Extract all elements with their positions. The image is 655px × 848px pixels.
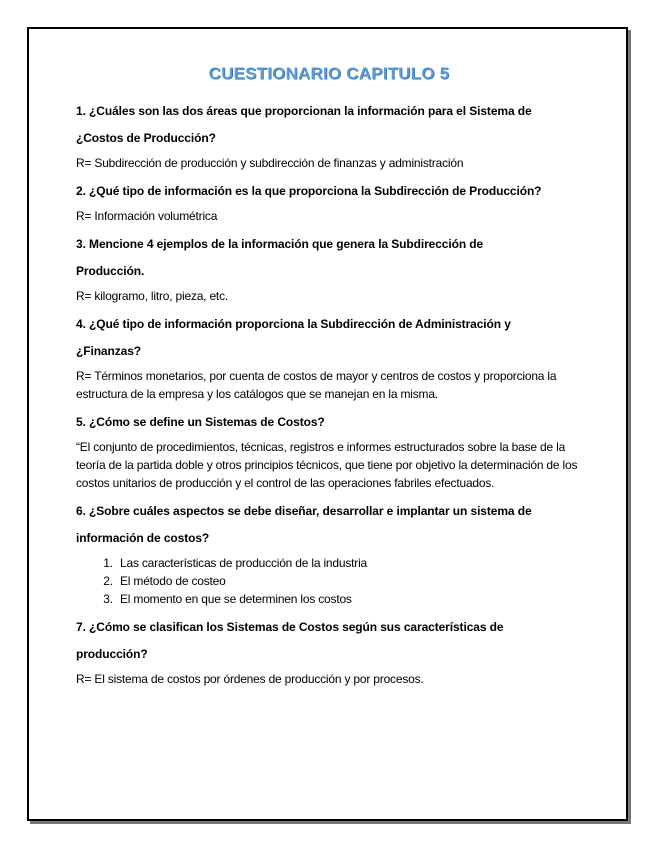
question-block-3	[76, 231, 582, 305]
question-4-line-1: 4. ¿Qué tipo de información proporciona la Subdirección de Administración y	[76, 317, 511, 331]
question-1-line-1: 1. ¿Cuáles son las dos áreas que proporcionan la información para el Sistema de	[76, 104, 532, 118]
document-body	[76, 60, 582, 694]
answer-5: “El conjunto de procedimientos, técnicas, registros e informes estructurados sobre la base de la teoría de la partida doble y otros principios técnicos, que tiene por objetivo la determinación de los costos unitarios de producción y el control de las operaciones fabriles efectuados.	[76, 440, 578, 490]
answer-7: R= El sistema de costos por órdenes de producción y por procesos.	[76, 672, 424, 686]
question-block-6	[76, 498, 582, 608]
document-title: CUESTIONARIO CAPITULO 5	[208, 64, 450, 83]
question-4-line-2: ¿Finanzas?	[76, 344, 142, 358]
question-block-7	[76, 614, 582, 688]
list-item: 3. El momento en que se determinen los costos	[116, 590, 582, 608]
question-6-line-2: información de costos?	[76, 531, 210, 545]
answer-6-list	[76, 554, 582, 608]
question-block-4	[76, 311, 582, 403]
list-item: 2. El método de costeo	[116, 572, 582, 590]
question-3-line-1: 3. Mencione 4 ejemplos de la información que genera la Subdirección de	[76, 237, 484, 251]
question-block-5	[76, 409, 582, 492]
question-6-line-1: 6. ¿Sobre cuáles aspectos se debe diseñar, desarrollar e implantar un sistema de	[76, 504, 532, 518]
question-1-line-2: ¿Costos de Producción?	[76, 131, 216, 145]
answer-1: R= Subdirección de producción y subdirección de finanzas y administración	[76, 156, 464, 170]
question-7-line-2: producción?	[76, 647, 148, 661]
question-7-line-1: 7. ¿Cómo se clasifican los Sistemas de Costos según sus características de	[76, 620, 504, 634]
answer-3: R= kilogramo, litro, pieza, etc.	[76, 289, 228, 303]
answer-4: R= Términos monetarios, por cuenta de costos de mayor y centros de costos y proporciona la estructura de la empresa y los catálogos que se manejan en la misma.	[76, 369, 557, 401]
question-3-line-2: Producción.	[76, 264, 145, 278]
question-2-line-1: 2. ¿Qué tipo de información es la que proporciona la Subdirección de Producción?	[76, 184, 542, 198]
question-5-line-1: 5. ¿Cómo se define un Sistemas de Costos?	[76, 415, 325, 429]
question-block-2	[76, 178, 582, 225]
list-item: 1. Las características de producción de la industria	[116, 554, 582, 572]
answer-2: R= Información volumétrica	[76, 209, 218, 223]
question-block-1	[76, 98, 582, 172]
